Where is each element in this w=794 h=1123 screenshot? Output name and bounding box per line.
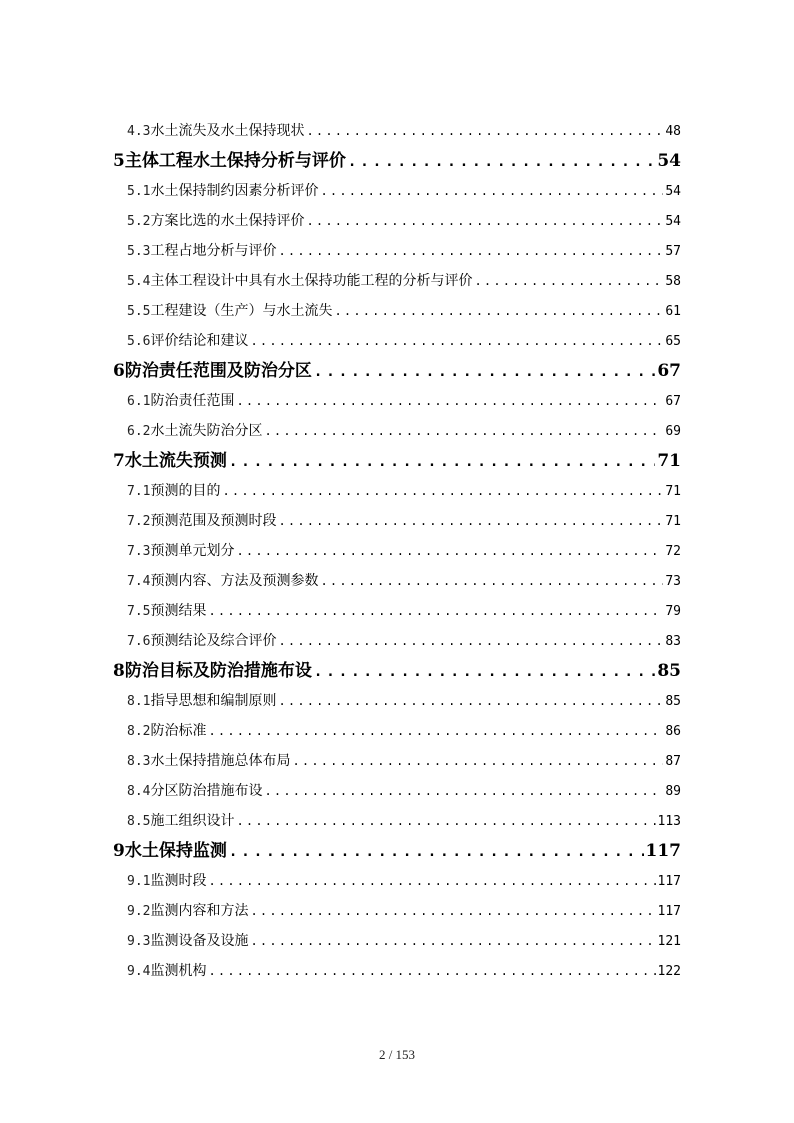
toc-entry-title: 监测内容和方法 [150,903,249,919]
toc-entry-number: 7 [113,451,125,471]
toc-section-entry[interactable] [113,236,681,266]
toc-entry-page: 65 [665,334,681,349]
toc-entry-page: 71 [665,484,681,499]
toc-dot-leader [306,206,663,236]
toc-section-entry[interactable] [113,896,681,926]
toc-entry-title: 指导思想和编制原则 [150,693,277,709]
toc-entry-number: 8.1 [127,694,151,709]
toc-entry-number: 6.1 [127,394,151,409]
toc-entry-page: 57 [665,244,681,259]
toc-dot-leader [278,686,663,716]
toc-entry-title: 水土流失及水土保持现状 [150,123,305,139]
toc-section-entry[interactable] [113,326,681,356]
toc-entry-page: 122 [657,964,681,979]
toc-entry-page: 71 [665,514,681,529]
toc-dot-leader [320,566,663,596]
toc-section-entry[interactable] [113,926,681,956]
toc-dot-leader [314,357,655,386]
toc-entry-title: 水土流失预测 [124,451,227,471]
toc-chapter-entry[interactable] [113,656,681,686]
toc-entry-number: 7.3 [127,544,151,559]
toc-section-entry[interactable] [113,956,681,986]
toc-entry-page: 117 [657,904,681,919]
toc-chapter-entry[interactable] [113,356,681,386]
page-number-footer: 2 / 153 [378,1047,416,1062]
toc-dot-leader [236,536,663,566]
toc-entry-page: 89 [665,784,681,799]
toc-entry-page: 117 [657,874,681,889]
toc-entry-page: 58 [665,274,681,289]
toc-entry-page: 71 [657,451,681,471]
toc-dot-leader [320,176,663,206]
toc-entry-number: 4.3 [127,124,151,139]
toc-entry-title: 水土保持措施总体布局 [150,753,291,769]
toc-entry-number: 8.3 [127,754,151,769]
toc-section-entry[interactable] [113,566,681,596]
toc-entry-title: 水土保持制约因素分析评价 [150,183,319,199]
toc-entry-page: 69 [665,424,681,439]
toc-section-entry[interactable] [113,716,681,746]
toc-entry-page: 85 [657,661,681,681]
toc-dot-leader [208,716,663,746]
toc-entry-number: 9.3 [127,934,151,949]
toc-entry-number: 5.3 [127,244,151,259]
toc-entry-title: 预测结果 [150,603,207,619]
toc-entry-number: 7.5 [127,604,151,619]
toc-entry-title: 主体工程水土保持分析与评价 [124,151,346,171]
toc-entry-title: 水土保持监测 [124,841,227,861]
toc-dot-leader [236,806,655,836]
toc-entry-title: 方案比选的水土保持评价 [150,213,305,229]
toc-entry-number: 7.1 [127,484,151,499]
toc-entry-title: 水土流失防治分区 [150,423,263,439]
toc-entry-title: 监测设备及设施 [150,933,249,949]
toc-entry-title: 预测单元划分 [150,543,235,559]
toc-section-entry[interactable] [113,806,681,836]
toc-entry-number: 5.5 [127,304,151,319]
toc-dot-leader [474,266,663,296]
toc-entry-title: 预测结论及综合评价 [150,633,277,649]
toc-dot-leader [229,837,644,866]
toc-entry-title: 工程占地分析与评价 [150,243,277,259]
toc-dot-leader [278,236,663,266]
toc-chapter-entry[interactable] [113,836,681,866]
toc-section-entry[interactable] [113,176,681,206]
toc-dot-leader [306,116,663,146]
toc-entry-title: 监测时段 [150,873,207,889]
toc-entry-number: 8.2 [127,724,151,739]
toc-dot-leader [264,776,663,806]
toc-section-entry[interactable] [113,506,681,536]
toc-entry-number: 6.2 [127,424,151,439]
toc-section-entry[interactable] [113,686,681,716]
toc-section-entry[interactable] [113,116,681,146]
toc-entry-number: 5 [113,151,125,171]
toc-entry-title: 工程建设（生产）与水土流失 [150,303,333,319]
toc-entry-number: 5.4 [127,274,151,289]
toc-entry-page: 54 [665,184,681,199]
toc-entry-page: 67 [665,394,681,409]
toc-section-entry[interactable] [113,386,681,416]
toc-dot-leader [278,506,663,536]
toc-section-entry[interactable] [113,866,681,896]
toc-entry-title: 评价结论和建议 [150,333,249,349]
toc-entry-page: 87 [665,754,681,769]
toc-entry-number: 8.5 [127,814,151,829]
toc-entry-number: 9.1 [127,874,151,889]
toc-entry-page: 86 [665,724,681,739]
toc-entry-page: 54 [665,214,681,229]
toc-entry-page: 117 [645,841,681,861]
toc-entry-number: 5.1 [127,184,151,199]
toc-entry-page: 83 [665,634,681,649]
toc-entry-page: 54 [657,151,681,171]
toc-entry-page: 48 [665,124,681,139]
table-of-contents [113,116,681,986]
toc-dot-leader [222,476,663,506]
toc-entry-number: 5.2 [127,214,151,229]
toc-entry-title: 防治目标及防治措施布设 [124,661,312,681]
toc-dot-leader [292,746,663,776]
toc-dot-leader [278,626,663,656]
toc-entry-title: 分区防治措施布设 [150,783,263,799]
toc-entry-title: 防治责任范围及防治分区 [124,361,312,381]
toc-entry-page: 121 [657,934,681,949]
toc-entry-number: 7.6 [127,634,151,649]
toc-entry-title: 监测机构 [150,963,207,979]
toc-section-entry[interactable] [113,746,681,776]
toc-dot-leader [208,866,655,896]
toc-dot-leader [314,657,655,686]
toc-entry-number: 9 [113,841,125,861]
toc-entry-number: 8.4 [127,784,151,799]
toc-dot-leader [250,896,655,926]
toc-section-entry[interactable] [113,626,681,656]
toc-entry-page: 61 [665,304,681,319]
toc-entry-number: 7.4 [127,574,151,589]
toc-entry-page: 113 [657,814,681,829]
toc-entry-number: 7.2 [127,514,151,529]
toc-section-entry[interactable] [113,296,681,326]
toc-entry-title: 施工组织设计 [150,813,235,829]
toc-dot-leader [334,296,663,326]
toc-entry-page: 72 [665,544,681,559]
toc-dot-leader [208,596,663,626]
toc-entry-page: 79 [665,604,681,619]
toc-section-entry[interactable] [113,266,681,296]
toc-entry-number: 5.6 [127,334,151,349]
toc-entry-page: 73 [665,574,681,589]
toc-section-entry[interactable] [113,476,681,506]
toc-dot-leader [264,416,663,446]
toc-entry-number: 6 [113,361,125,381]
toc-chapter-entry[interactable] [113,146,681,176]
toc-entry-title: 预测内容、方法及预测参数 [150,573,319,589]
toc-dot-leader [250,926,655,956]
toc-entry-number: 9.2 [127,904,151,919]
toc-chapter-entry[interactable] [113,446,681,476]
toc-section-entry[interactable] [113,416,681,446]
toc-dot-leader [236,386,663,416]
toc-entry-title: 防治责任范围 [150,393,235,409]
toc-entry-title: 预测范围及预测时段 [150,513,277,529]
toc-dot-leader [208,956,655,986]
toc-entry-page: 85 [665,694,681,709]
toc-entry-number: 9.4 [127,964,151,979]
toc-section-entry[interactable] [113,596,681,626]
toc-section-entry[interactable] [113,206,681,236]
toc-dot-leader [250,326,663,356]
toc-entry-number: 8 [113,661,125,681]
toc-section-entry[interactable] [113,776,681,806]
toc-entry-title: 主体工程设计中具有水土保持功能工程的分析与评价 [150,273,473,289]
toc-dot-leader [229,447,655,476]
toc-entry-title: 防治标准 [150,723,207,739]
toc-entry-title: 预测的目的 [150,483,221,499]
toc-dot-leader [348,147,655,176]
toc-entry-page: 67 [657,361,681,381]
toc-section-entry[interactable] [113,536,681,566]
